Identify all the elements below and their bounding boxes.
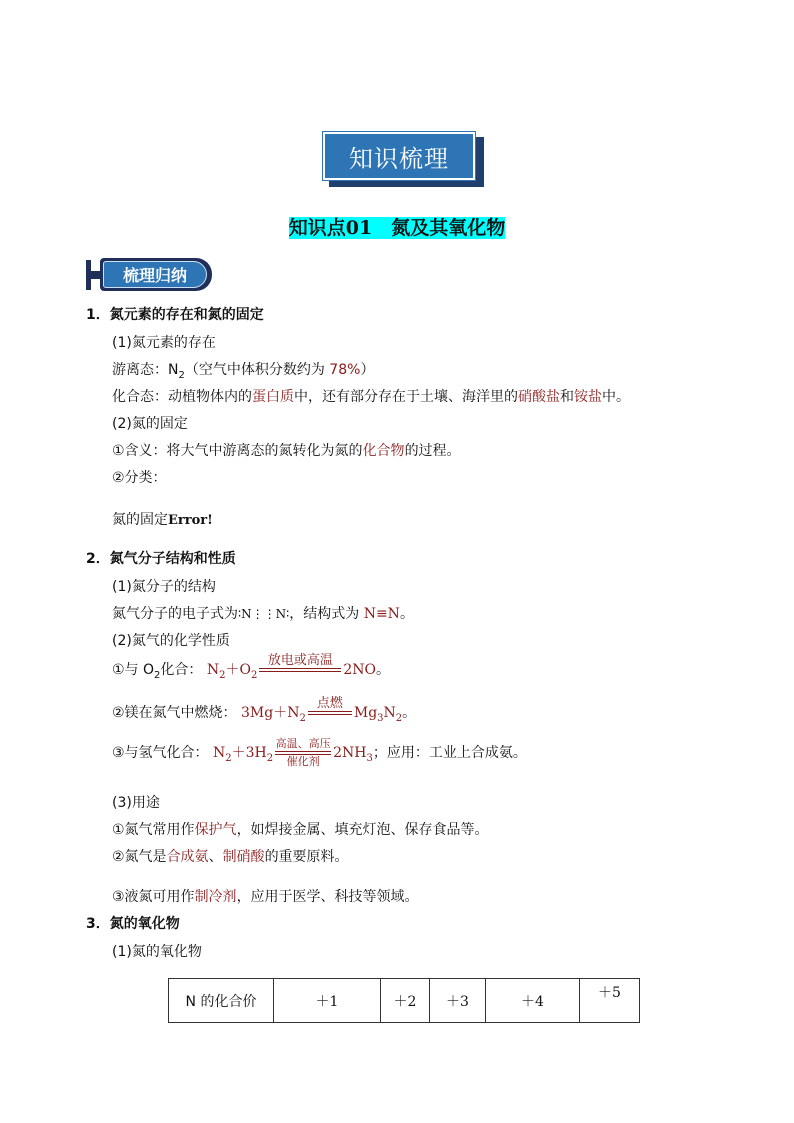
s2-sub3: (3)用途 — [112, 795, 160, 811]
reaction-mg-n2: ②镁在氮气中燃烧： $3Mg+N_2$ 点燃 $Mg_3N_2$。 — [112, 696, 417, 724]
s3-sub1: (1)氮的氧化物 — [112, 944, 202, 960]
table-row — [169, 979, 640, 1023]
table-cell: ＋2 — [381, 979, 430, 1023]
table-cell: ＋4 — [486, 979, 580, 1023]
table-cell: ＋3 — [430, 979, 486, 1023]
s2-sub1: (1)氮分子的结构 — [112, 579, 216, 595]
s1-sub2: (2)氮的固定 — [112, 416, 188, 432]
summary-tag-label: 梳理归纳 — [103, 261, 207, 288]
combined-state-line: 化合态：动植物体内的蛋白质中，还有部分存在于土壤、海洋里的硝酸盐和铵盐中。 — [112, 389, 630, 405]
table-header-cell: N 的化合价 — [169, 979, 274, 1023]
s2-sub2: (2)氮气的化学性质 — [112, 633, 230, 649]
section-title: 知识梳理 — [323, 132, 475, 180]
use-2: ②氮气是合成氨、制硝酸的重要原料。 — [112, 849, 349, 865]
summary-tag — [86, 258, 214, 292]
classification-label: ②分类： — [112, 470, 167, 486]
electron-formula-line: 氮气分子的电子式为∶N⋮⋮N∶，结构式为 N≡N。 — [112, 606, 414, 622]
table-cell: ＋5 — [580, 979, 640, 1023]
section-3-heading: 3．氮的氧化物 — [86, 916, 180, 932]
fixation-definition: ①含义：将大气中游离态的氮转化为氮的化合物的过程。 — [112, 443, 461, 459]
use-1: ①氮气常用作保护气，如焊接金属、填充灯泡、保存食品等。 — [112, 822, 489, 838]
table-cell: ＋1 — [274, 979, 381, 1023]
s1-sub1: (1)氮元素的存在 — [112, 335, 216, 351]
fixation-error-line: 氮的固定Error! — [112, 512, 213, 528]
section-1-heading: 1．氮元素的存在和氮的固定 — [86, 307, 264, 323]
free-state-line: 游离态：$N_2$（空气中体积分数约为 78%） — [112, 362, 375, 381]
knowledge-point-title: 知识点01 氮及其氧化物 — [288, 217, 506, 239]
use-3: ③液氮可用作制冷剂，应用于医学、科技等领域。 — [112, 889, 419, 905]
oxides-valence-table — [168, 978, 640, 1023]
reaction-n2-o2: ①与 $O_2$化合： $N_2+O_2$ 放电或高温 2NO。 — [112, 653, 390, 681]
reaction-n2-h2: ③与氢气化合： $N_2+3H_2$ $\frac{\text{高温、高压}}{\text{催化剂}}$ $2NH_3$；应用：工业上合成氨。 — [112, 737, 527, 768]
section-2-heading: 2．氮气分子结构和性质 — [86, 551, 236, 567]
